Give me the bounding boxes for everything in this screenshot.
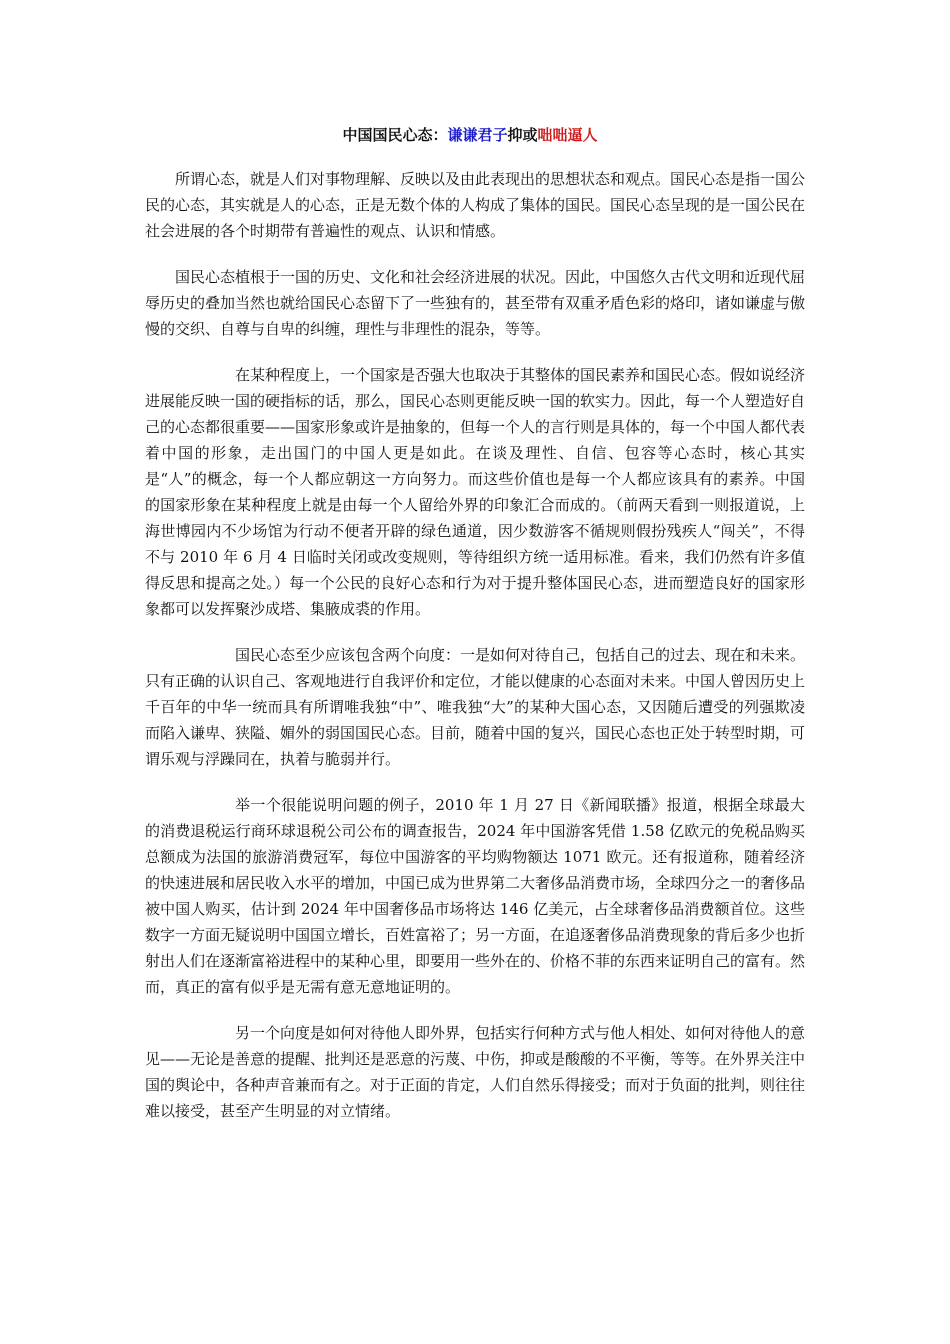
- title-middle: 抑或: [507, 126, 538, 144]
- paragraph-definition: 所谓心态，就是人们对事物理解、反映以及由此表现出的思想状态和观点。国民心态是指一国公民的心态，其实就是人的心态，正是无数个体的人构成了集体的国民。国民心态呈现的是一国公民在社会进展的各个时期带有普遍性的观点、认识和情感。: [145, 170, 806, 240]
- paragraph-self-dimension: 国民心态至少应该包含两个向度：一是如何对待自己，包括自己的过去、现在和未来。只有正确的认识自己、客观地进行自我评价和定位，才能以健康的心态面对未来。中国人曾因历史上千百年的中华一统而具有所谓唯我独“中”、唯我独“大”的某种大国心态，又因随后遭受的列强欺凌而陷入谦卑、狭隘、媚外的弱国国民心态。目前，随着中国的复兴，国民心态也正处于转型时期，可谓乐观与浮躁同在，执着与脆弱并行。: [145, 646, 806, 768]
- title-highlight-humble: 谦谦君子: [447, 126, 508, 144]
- paragraph-history-roots: 国民心态植根于一国的历史、文化和社会经济进展的状况。因此，中国悠久古代文明和近现代屈辱历史的叠加当然也就给国民心态留下了一些独有的，甚至带有双重矛盾色彩的烙印，诸如谦虚与傲慢的交织、自尊与自卑的纠缠，理性与非理性的混杂，等等。: [145, 268, 806, 338]
- document-page: [145, 118, 805, 1144]
- paragraph-luxury-example: 举一个很能说明问题的例子，2010 年 1 月 27 日《新闻联播》报道，根据全球最大的消费退税运行商环球退税公司公布的调查报告，2024 年中国游客凭借 1.58 亿欧元的免税品购买总额成为法国的旅游消费冠军，每位中国游客的平均购物额达 1071 欧元。还有报道称，随着经济的快速进展和居民收入水平的增加，中国已成为世界第二大奢侈品消费市场，全球四分之一的奢侈品被中国人购买，估计到 2024 年中国奢侈品市场将达 146 亿美元，占全球奢侈品消费额首位。这些数字一方面无疑说明中国国立增长，百姓富裕了；另一方面，在追逐奢侈品消费现象的背后多少也折射出人们在逐渐富裕进程中的某种心里，即要用一些外在的、价格不菲的东西来证明自己的富有。然而，真正的富有似乎是无需有意无意地证明的。: [145, 796, 806, 996]
- title-prefix: 中国国民心态：: [342, 126, 448, 144]
- title-highlight-aggressive: 咄咄逼人: [537, 126, 598, 144]
- paragraph-national-image: 在某种程度上，一个国家是否强大也取决于其整体的国民素养和国民心态。假如说经济进展能反映一国的硬指标的话，那么，国民心态则更能反映一国的软实力。因此，每一个人塑造好自己的心态都很重要——国家形象或许是抽象的，但每一个人的言行则是具体的，每一个中国人都代表着中国的形象，走出国门的中国人更是如此。在谈及理性、自信、包容等心态时，核心其实是“人”的概念，每一个人都应朝这一方向努力。而这些价值也是每一个人都应该具有的素养。中国的国家形象在某种程度上就是由每一个人留给外界的印象汇合而成的。（前两天看到一则报道说，上海世博园内不少场馆为行动不便者开辟的绿色通道，因少数游客不循规则假扮残疾人“闯关”，不得不与 2010 年 6 月 4 日临时关闭或改变规则，等待组织方统一适用标准。看来，我们仍然有许多值得反思和提高之处。）每一个公民的良好心态和行为对于提升整体国民心态，进而塑造良好的国家形象都可以发挥聚沙成塔、集腋成裘的作用。: [145, 366, 806, 618]
- document-title: [145, 124, 805, 146]
- paragraph-others-dimension: 另一个向度是如何对待他人即外界，包括实行何种方式与他人相处、如何对待他人的意见——无论是善意的提醒、批判还是恶意的污蔑、中伤，抑或是酸酸的不平衡，等等。在外界关注中国的舆论中，各种声音兼而有之。对于正面的肯定，人们自然乐得接受；而对于负面的批判，则往往难以接受，甚至产生明显的对立情绪。: [145, 1024, 806, 1120]
